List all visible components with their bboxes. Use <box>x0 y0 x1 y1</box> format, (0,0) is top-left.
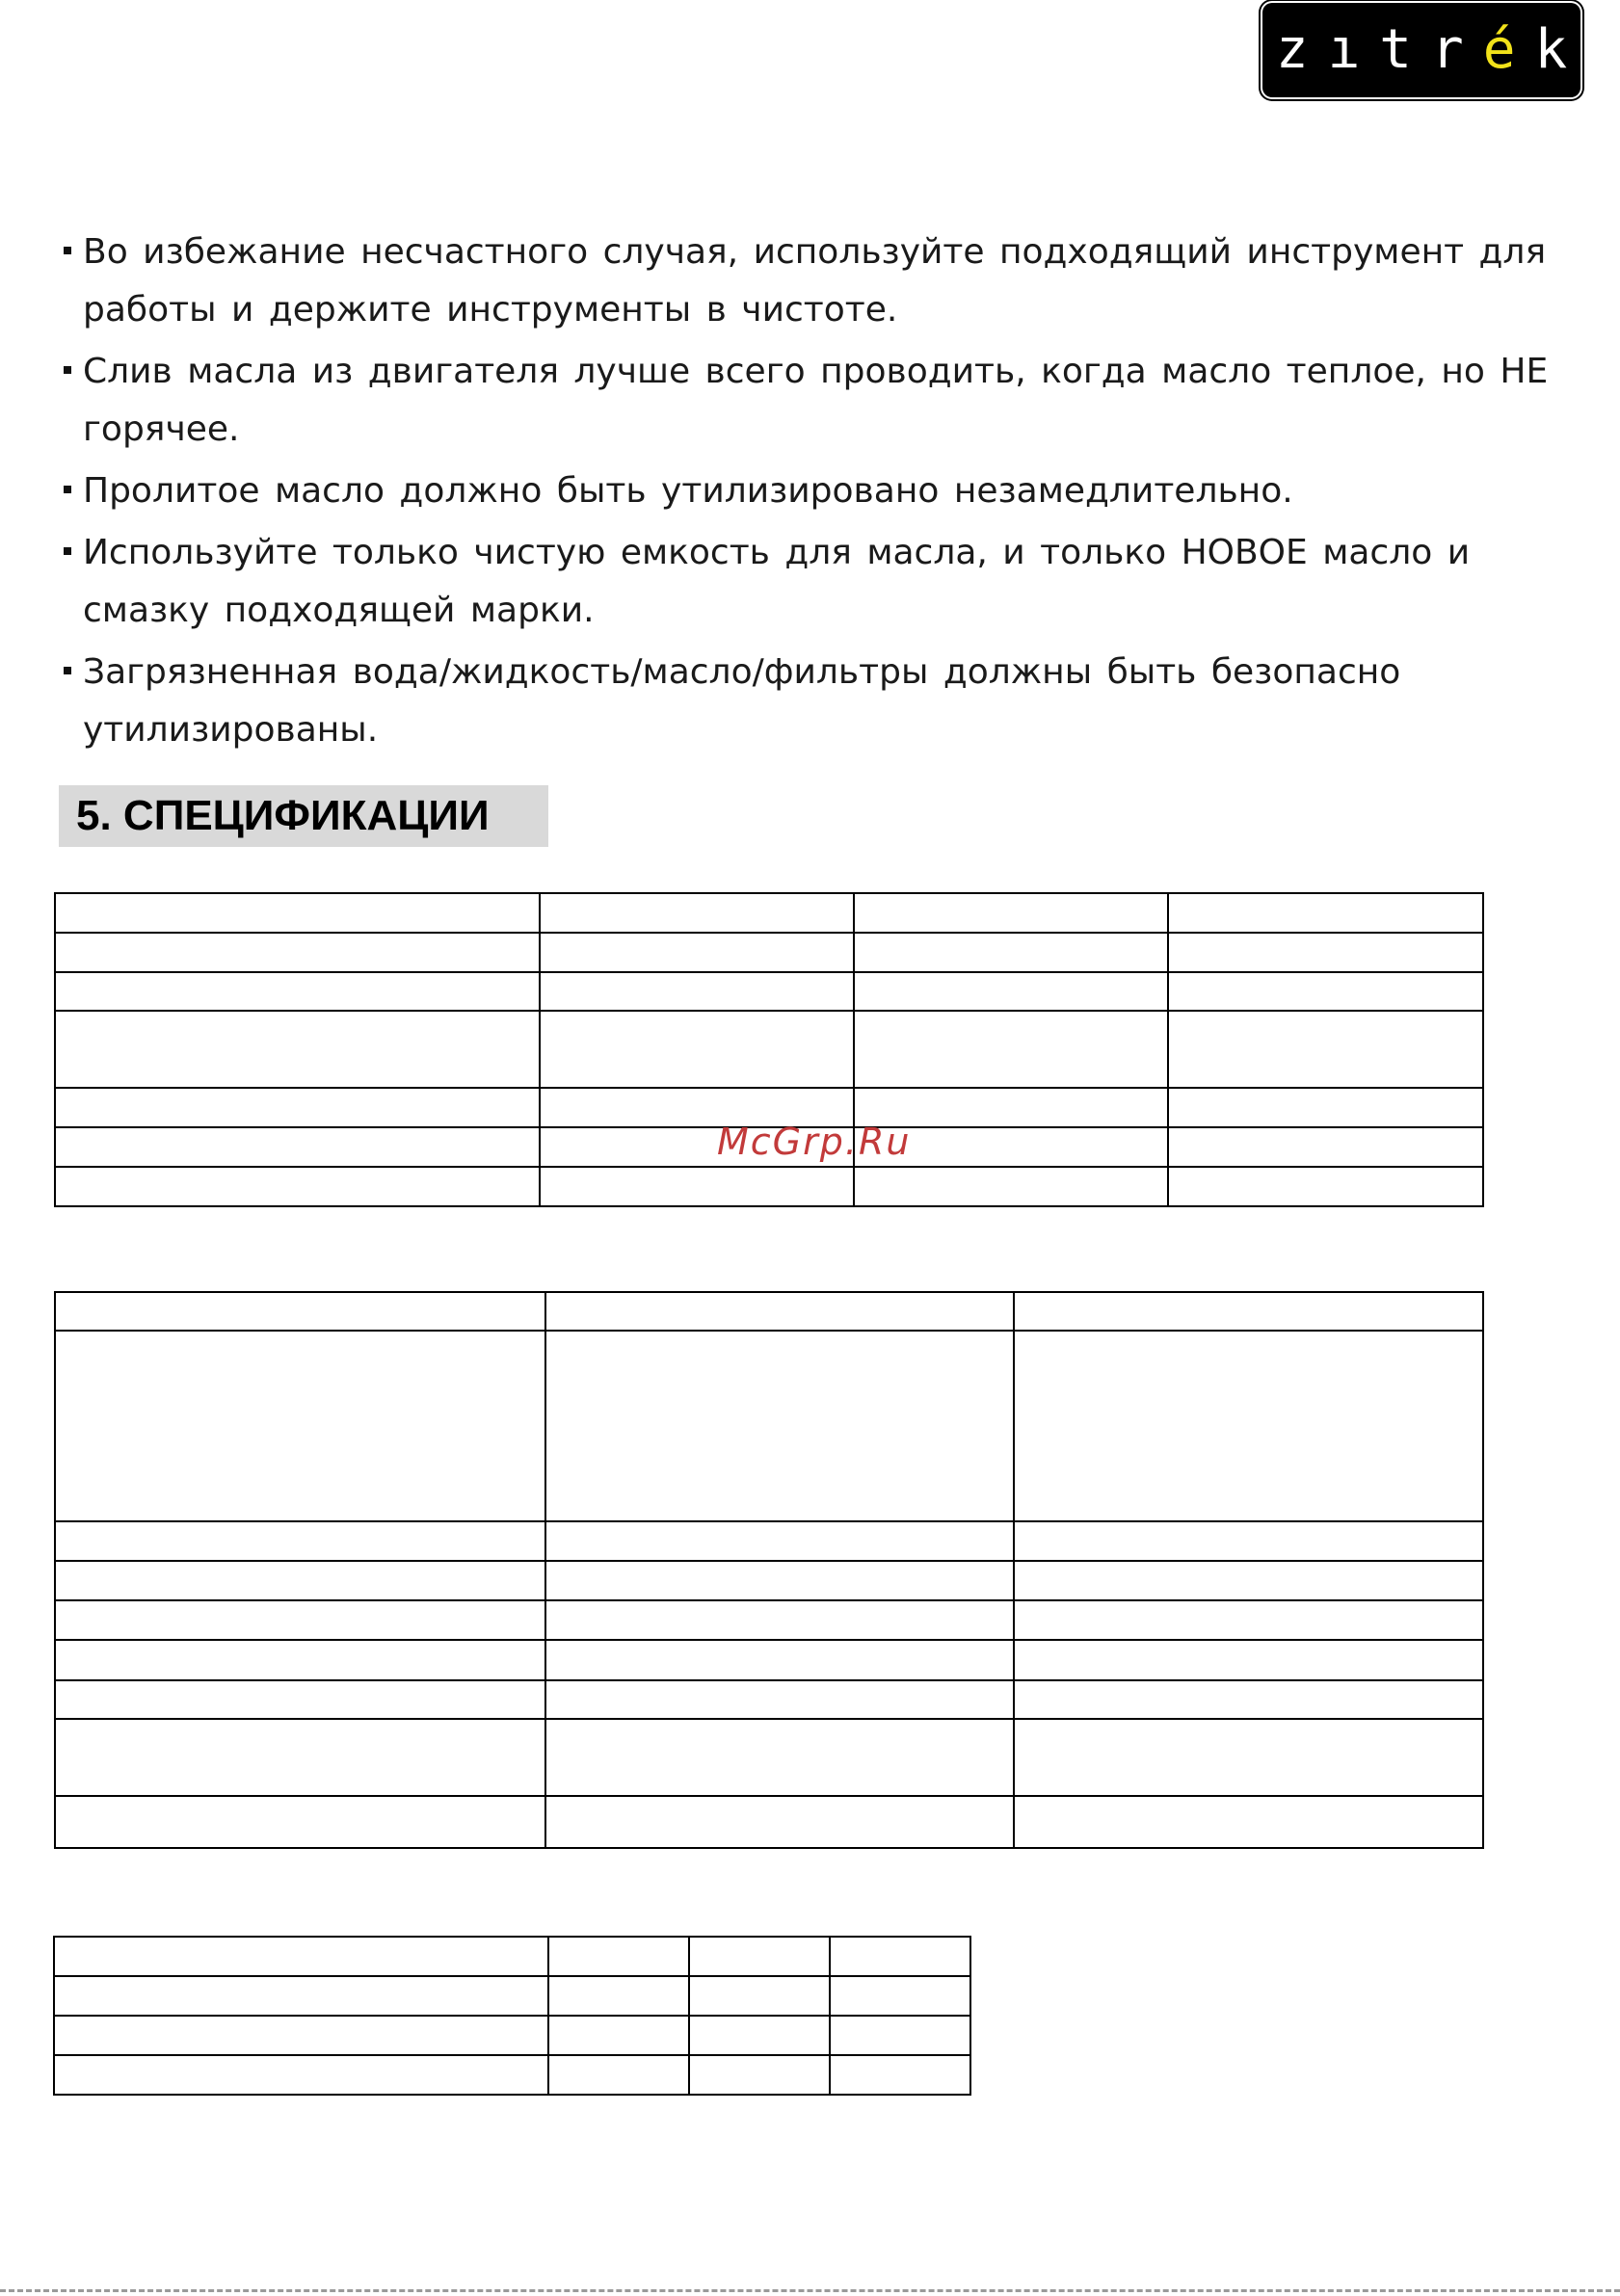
table-cell <box>545 1719 1014 1796</box>
safety-note: Используйте только чистую емкость для масла, и только НОВОЕ масло и смазку подходящей марки. <box>60 524 1563 640</box>
table-cell <box>830 2016 970 2055</box>
table-cell <box>1168 1088 1483 1127</box>
table-cell <box>689 1976 830 2016</box>
table-row <box>54 2055 970 2095</box>
table-cell <box>854 1167 1168 1206</box>
brand-logo <box>1262 3 1587 97</box>
section-heading <box>59 785 548 847</box>
table-row <box>54 1937 970 1976</box>
table-cell <box>854 972 1168 1011</box>
table-cell <box>55 893 540 933</box>
table-cell <box>55 1088 540 1127</box>
table-cell <box>540 972 854 1011</box>
table-row <box>55 893 1483 933</box>
table-row <box>55 1640 1483 1680</box>
table-cell <box>1014 1292 1483 1331</box>
table-cell <box>55 1719 545 1796</box>
table-cell <box>54 2016 548 2055</box>
table-row <box>55 1167 1483 1206</box>
table-cell <box>830 2055 970 2095</box>
table-cell <box>545 1796 1014 1848</box>
table-row <box>55 972 1483 1011</box>
table-cell <box>55 1600 545 1640</box>
table-cell <box>55 1292 545 1331</box>
table-cell <box>1014 1561 1483 1600</box>
table-cell <box>55 1561 545 1600</box>
table-cell <box>55 1640 545 1680</box>
table-cell <box>1014 1640 1483 1680</box>
safety-note: Во избежание несчастного случая, используйте подходящий инструмент для работы и держите инструменты в чистоте. <box>60 224 1563 339</box>
table-cell <box>545 1640 1014 1680</box>
table-cell <box>689 2055 830 2095</box>
table-cell <box>545 1600 1014 1640</box>
table-cell <box>548 2016 689 2055</box>
table-cell <box>54 1976 548 2016</box>
table-cell <box>545 1292 1014 1331</box>
table-cell <box>55 1521 545 1561</box>
table-cell <box>545 1521 1014 1561</box>
table-cell <box>55 1680 545 1719</box>
table-cell <box>55 1796 545 1848</box>
table-cell <box>54 2055 548 2095</box>
table-row <box>55 1521 1483 1561</box>
table-cell <box>540 1167 854 1206</box>
table-cell <box>55 1011 540 1088</box>
table-cell <box>55 972 540 1011</box>
table-cell <box>545 1561 1014 1600</box>
table-cell <box>55 933 540 972</box>
table-cell <box>854 1011 1168 1088</box>
table-cell <box>1168 1011 1483 1088</box>
table-row <box>55 1719 1483 1796</box>
table-cell <box>1168 893 1483 933</box>
table-cell <box>830 1976 970 2016</box>
table-row <box>55 1680 1483 1719</box>
table-cell <box>1014 1796 1483 1848</box>
table-cell <box>1168 933 1483 972</box>
safety-note: Пролитое масло должно быть утилизировано незамедлительно. <box>60 462 1563 520</box>
table-cell <box>1168 972 1483 1011</box>
table-row <box>55 1561 1483 1600</box>
table-cell <box>545 1331 1014 1521</box>
table-cell <box>689 1937 830 1976</box>
table-cell <box>854 933 1168 972</box>
table-cell <box>1168 1127 1483 1167</box>
table-row <box>55 933 1483 972</box>
table-row <box>55 1331 1483 1521</box>
table-cell <box>830 1937 970 1976</box>
table-cell <box>689 2016 830 2055</box>
table-cell <box>548 1937 689 1976</box>
table-cell <box>1014 1680 1483 1719</box>
table-cell <box>540 893 854 933</box>
safety-notes-list <box>60 224 1563 763</box>
page-footer-rule <box>0 2289 1620 2292</box>
table-cell <box>55 1331 545 1521</box>
table-cell <box>54 1937 548 1976</box>
table-cell <box>548 1976 689 2016</box>
table-row <box>55 1796 1483 1848</box>
table-cell <box>1014 1600 1483 1640</box>
table-cell <box>1168 1167 1483 1206</box>
table-cell <box>854 893 1168 933</box>
brand-logo-text: zıtrék <box>1275 18 1587 81</box>
table-row <box>54 1976 970 2016</box>
table-cell <box>540 933 854 972</box>
table-row <box>54 2016 970 2055</box>
section-title: 5. СПЕЦИФИКАЦИИ <box>76 792 490 839</box>
spec-table-2 <box>54 1291 1484 1849</box>
watermark: McGrp.Ru <box>717 1121 912 1163</box>
table-cell <box>540 1011 854 1088</box>
table-cell <box>55 1127 540 1167</box>
table-cell <box>1014 1521 1483 1561</box>
table-cell <box>545 1680 1014 1719</box>
table-cell <box>1014 1719 1483 1796</box>
table-cell <box>1014 1331 1483 1521</box>
spec-table-3 <box>53 1936 971 2096</box>
table-cell <box>548 2055 689 2095</box>
table-cell <box>55 1167 540 1206</box>
table-row <box>55 1292 1483 1331</box>
safety-note: Загрязненная вода/жидкость/масло/фильтры должны быть безопасно утилизированы. <box>60 644 1563 759</box>
safety-note: Слив масла из двигателя лучше всего проводить, когда масло теплое, но НЕ горячее. <box>60 343 1563 459</box>
table-row <box>55 1011 1483 1088</box>
table-row <box>55 1600 1483 1640</box>
